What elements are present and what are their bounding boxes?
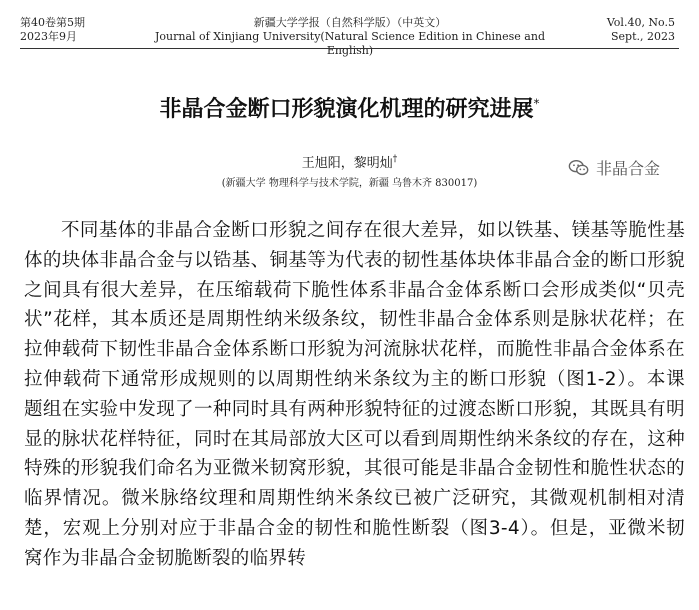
journal-issue-en (607, 16, 675, 44)
article-title-text: 非晶合金断口形貌演化机理的研究进展 (159, 97, 534, 122)
issue-volume: 第40卷第5期 (20, 16, 85, 29)
body-paragraph: 不同基体的非晶合金断口形貌之间存在很大差异，如以铁基、镁基等脆性基体的块体非晶合金与以锆基、铜基等为代表的韧性基体块体非晶合金的断口形貌之间具有很大差异，在压缩载荷下脆性体系非晶合金体系断口会形成类似“贝壳状”花样，其本质还是周期性纳米级条纹，韧性非晶合金体系则是脉状花样；在拉伸载荷下韧性非晶合金体系断口形貌为河流脉状花样，而脆性非晶合金体系在拉伸载荷下通常形成规则的以周期性纳米条纹为主的断口形貌（图1-2）。本课题组在实验中发现了一种同时具有两种形貌特征的过渡态断口形貌，其既具有明显的脉状花样特征，同时在其局部放大区可以看到周期性纳米条纹的存在，这种特殊的形貌我们命名为亚微米韧窝形貌，其很可能是非晶合金韧性和脆性状态的临界情况。微米脉络纹理和周期性纳米条纹已被广泛研究，其微观机制相对清楚，宏观上分别对应于非晶合金的韧性和脆性断裂（图3-4）。但是，亚微米韧窝作为非晶合金韧脆断裂的临界转 (24, 220, 685, 569)
issue-date-en: Sept., 2023 (611, 30, 675, 43)
journal-issue (20, 16, 85, 44)
wechat-icon (568, 157, 590, 179)
journal-name (140, 16, 560, 58)
article-title (0, 92, 699, 123)
title-footnote-mark: * (533, 96, 540, 111)
journal-name-en: Journal of Xinjiang University(Natural Science Edition in Chinese and English) (155, 30, 545, 57)
author-affiliation: (新疆大学 物理科学与技术学院，新疆 乌鲁木齐 830017) (221, 178, 478, 189)
author-footnote-mark: † (392, 154, 398, 165)
header-divider (20, 48, 679, 49)
issue-date: 2023年9月 (20, 30, 77, 43)
wechat-watermark (568, 156, 660, 179)
author-names: 王旭阳，黎明灿 (301, 156, 393, 171)
watermark-text: 非晶合金 (596, 159, 661, 178)
issue-volume-en: Vol.40, No.5 (606, 16, 675, 29)
journal-name-cn: 新疆大学学报（自然科学版）（中英文） (253, 16, 447, 29)
